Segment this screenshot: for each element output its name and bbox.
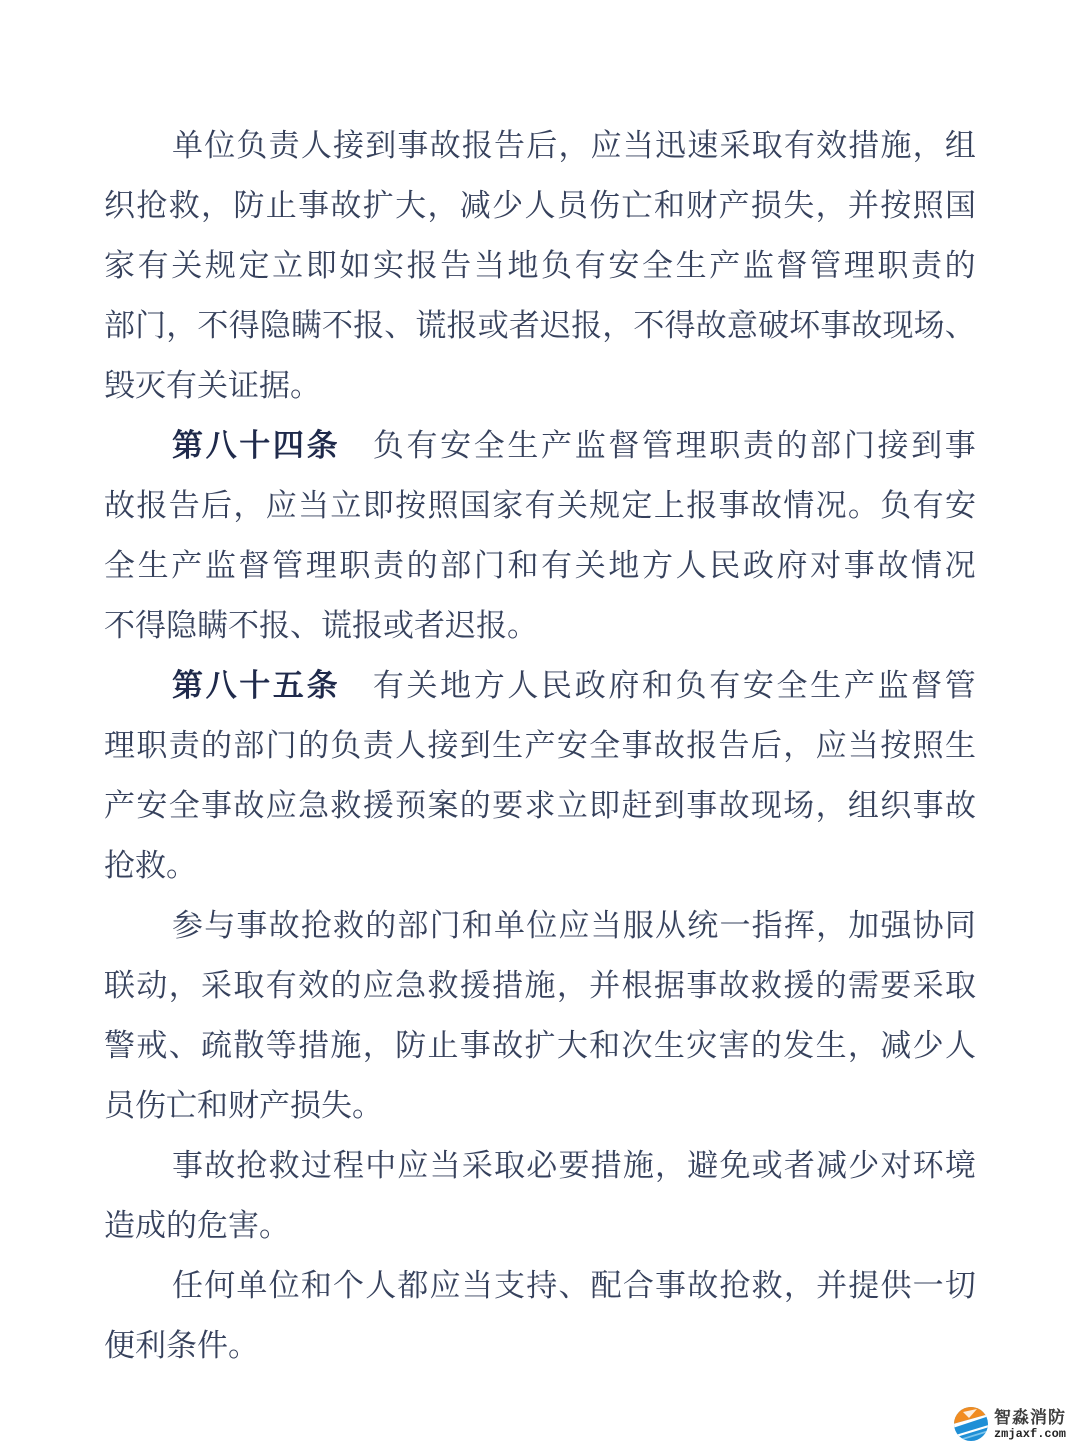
text-line: 全 生 产 监 督 管 理 职 责 的 部 门 和 有 关 地 方 人 民 政 府 对 事 故 情 况 bbox=[104, 547, 976, 583]
text-line: 第 八 十 五 条 有 关 地 方 人 民 政 府 和 负 有 安 全 生 产 监 督 管 bbox=[172, 667, 976, 703]
text-line: 单 位 负 责 人 接 到 事 故 报 告 后 ， 应 当 迅 速 采 取 有 效 措 施 ， 组 bbox=[172, 127, 976, 163]
paragraph bbox=[104, 1132, 976, 1252]
text-line: 不 得 隐 瞒 不 报 、 谎 报 或 者 迟 报 。 bbox=[104, 607, 538, 643]
text-line: 员 伤 亡 和 财 产 损 失 。 bbox=[104, 1087, 383, 1123]
text-line: 警 戒 、 疏 散 等 措 施 ， 防 止 事 故 扩 大 和 次 生 灾 害 的 发 生 ， 减 少 人 bbox=[104, 1027, 976, 1063]
brand-watermark bbox=[953, 1406, 1066, 1442]
text-line: 产 安 全 事 故 应 急 救 援 预 案 的 要 求 立 即 赶 到 事 故 现 场 ， 组 织 事 故 bbox=[104, 787, 976, 823]
text-line: 织 抢 救 ， 防 止 事 故 扩 大 ， 减 少 人 员 伤 亡 和 财 产 损 失 ， 并 按 照 国 bbox=[104, 187, 976, 223]
text-line: 毁 灭 有 关 证 据 。 bbox=[104, 367, 321, 403]
paragraph bbox=[104, 892, 976, 1132]
text-line: 家 有 关 规 定 立 即 如 实 报 告 当 地 负 有 安 全 生 产 监 督 管 理 职 责 的 bbox=[104, 247, 976, 283]
text-line: 参 与 事 故 抢 救 的 部 门 和 单 位 应 当 服 从 统 一 指 挥 ， 加 强 协 同 bbox=[172, 907, 976, 943]
text-line: 便 利 条 件 。 bbox=[104, 1327, 259, 1363]
text-line: 联 动 ， 采 取 有 效 的 应 急 救 援 措 施 ， 并 根 据 事 故 救 援 的 需 要 采 取 bbox=[104, 967, 976, 1003]
document-page bbox=[104, 112, 976, 1372]
paragraph bbox=[104, 652, 976, 892]
brand-name: 智淼消防 bbox=[993, 1407, 1066, 1427]
text-line: 抢 救 。 bbox=[104, 847, 197, 883]
paragraph bbox=[104, 1252, 976, 1372]
text-line: 理 职 责 的 部 门 的 负 责 人 接 到 生 产 安 全 事 故 报 告 后 ， 应 当 按 照 生 bbox=[104, 727, 976, 763]
brand-text-block bbox=[994, 1409, 1066, 1440]
text-line: 事 故 抢 救 过 程 中 应 当 采 取 必 要 措 施 ， 避 免 或 者 减 少 对 环 境 bbox=[172, 1147, 976, 1183]
text-line: 任 何 单 位 和 个 人 都 应 当 支 持 、 配 合 事 故 抢 救 ， 并 提 供 一 切 bbox=[172, 1267, 976, 1303]
text-line: 第 八 十 四 条 负 有 安 全 生 产 监 督 管 理 职 责 的 部 门 接 到 事 bbox=[172, 427, 976, 463]
text-line: 造 成 的 危 害 。 bbox=[104, 1207, 290, 1243]
text-line: 部 门 ， 不 得 隐 瞒 不 报 、 谎 报 或 者 迟 报 ， 不 得 故 意 破 坏 事 故 现 场 、 bbox=[104, 307, 976, 343]
zm-logo-icon bbox=[953, 1406, 989, 1442]
paragraph bbox=[104, 112, 976, 412]
brand-domain: zmjaxf.com bbox=[993, 1426, 1066, 1441]
text-line: 故 报 告 后 ， 应 当 立 即 按 照 国 家 有 关 规 定 上 报 事 故 情 况 。 负 有 安 bbox=[104, 487, 976, 523]
paragraph bbox=[104, 412, 976, 652]
